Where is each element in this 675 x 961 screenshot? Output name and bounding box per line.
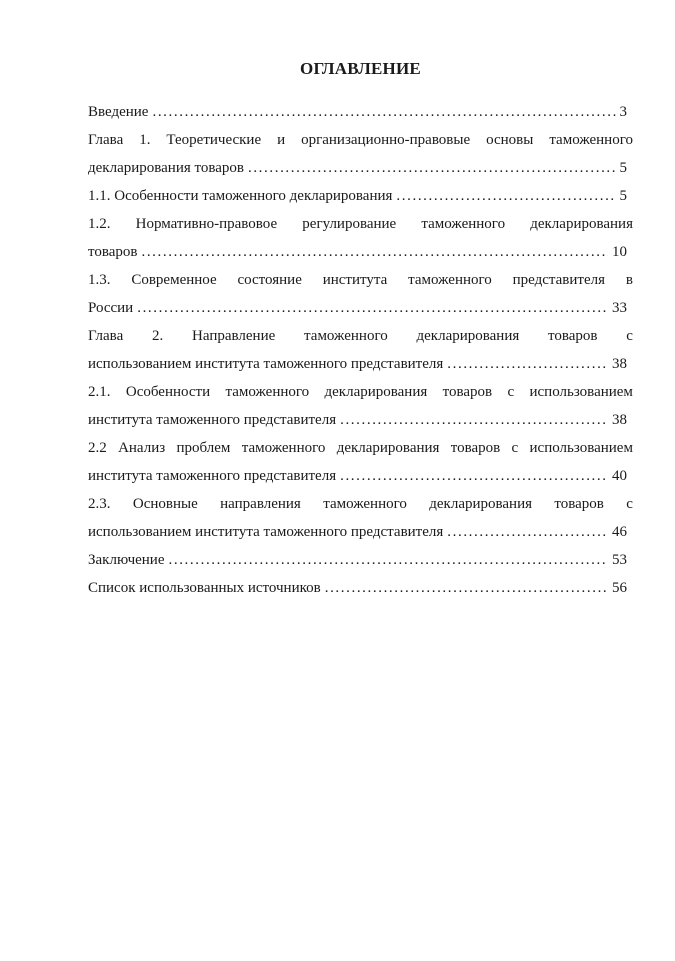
toc-page-number: 46 <box>612 524 627 540</box>
dot-leader <box>340 406 608 434</box>
dot-leader <box>152 98 615 126</box>
dot-leader <box>248 154 616 182</box>
toc-entry <box>88 490 633 546</box>
toc-entry <box>88 378 633 434</box>
toc-page-number: 38 <box>612 412 627 428</box>
toc-entry-last-line <box>88 406 633 434</box>
toc-entry <box>88 210 633 266</box>
toc-entry-wrap-line: 2.2 Анализ проблем таможенного декларирования товаров с использованием <box>88 440 633 456</box>
dot-leader <box>447 518 608 546</box>
toc-entry-text: России <box>88 300 134 316</box>
toc-entry <box>88 182 633 210</box>
toc-page-number: 33 <box>612 300 627 316</box>
toc-entry-last-line <box>88 294 633 322</box>
toc-entry-last-line <box>88 574 633 602</box>
toc-page-number: 40 <box>612 468 627 484</box>
toc-entry-last-line <box>88 546 633 574</box>
toc-entry-wrap-line: Глава 1. Теоретические и организационно-правовые основы таможенного <box>88 132 633 148</box>
toc-entry-text: использованием института таможенного представителя <box>88 524 444 540</box>
toc-entry-last-line <box>88 462 633 490</box>
dot-leader <box>169 546 609 574</box>
toc-entry-text: Заключение <box>88 552 165 568</box>
toc-page-number: 10 <box>612 244 627 260</box>
toc-page-number: 53 <box>612 552 627 568</box>
page-title: ОГЛАВЛЕНИЕ <box>300 59 421 78</box>
toc-entry <box>88 266 633 322</box>
toc-entry-last-line <box>88 98 633 126</box>
toc-entry-last-line <box>88 154 633 182</box>
toc-entry-text: 1.1. Особенности таможенного декларирования <box>88 188 393 204</box>
toc-entry-text: института таможенного представителя <box>88 412 337 428</box>
toc-entry-text: института таможенного представителя <box>88 468 337 484</box>
toc-entry-text: использованием института таможенного представителя <box>88 356 444 372</box>
toc-entry-text: товаров <box>88 244 138 260</box>
toc-entry-wrap-line: 1.3. Современное состояние института таможенного представителя в <box>88 272 633 288</box>
dot-leader <box>137 294 608 322</box>
toc-entry <box>88 98 633 126</box>
toc-entry-last-line <box>88 238 633 266</box>
toc-page-number: 5 <box>619 188 627 204</box>
toc-list <box>88 98 633 602</box>
toc-entry <box>88 574 633 602</box>
toc-entry <box>88 546 633 574</box>
dot-leader <box>340 462 608 490</box>
dot-leader <box>325 574 608 602</box>
toc-entry-wrap-line: Глава 2. Направление таможенного декларирования товаров с <box>88 328 633 344</box>
toc-entry-wrap-line: 2.1. Особенности таможенного декларирования товаров с использованием <box>88 384 633 400</box>
toc-page-number: 3 <box>619 104 627 120</box>
toc-entry-text: декларирования товаров <box>88 160 244 176</box>
toc-page-number: 38 <box>612 356 627 372</box>
toc-entry-last-line <box>88 350 633 378</box>
dot-leader <box>141 238 608 266</box>
toc-entry-wrap-line: 1.2. Нормативно-правовое регулирование таможенного декларирования <box>88 216 633 232</box>
toc-page-number: 5 <box>619 160 627 176</box>
toc-page-number: 56 <box>612 580 627 596</box>
toc-entry <box>88 322 633 378</box>
toc-entry-text: Введение <box>88 104 149 120</box>
toc-entry <box>88 126 633 182</box>
dot-leader <box>396 182 615 210</box>
toc-entry-text: Список использованных источников <box>88 580 321 596</box>
toc-entry-wrap-line: 2.3. Основные направления таможенного декларирования товаров с <box>88 496 633 512</box>
toc-entry-last-line <box>88 182 633 210</box>
toc-entry-last-line <box>88 518 633 546</box>
toc-entry <box>88 434 633 490</box>
dot-leader <box>447 350 608 378</box>
